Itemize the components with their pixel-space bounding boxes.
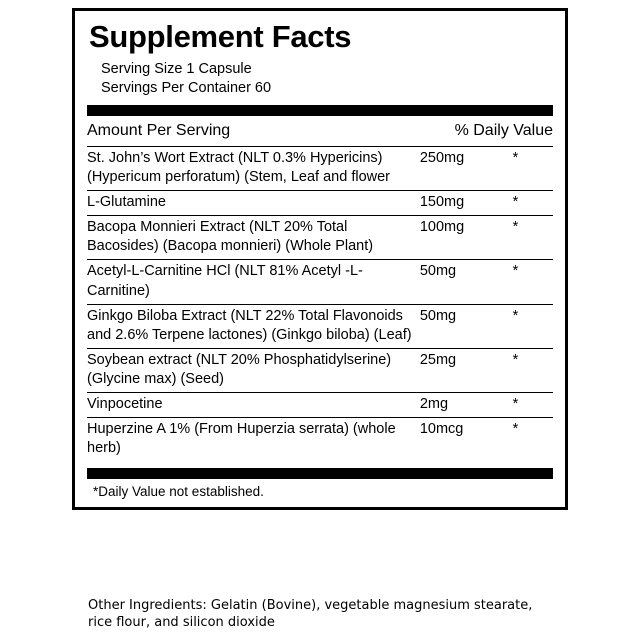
ingredient-daily-value: * bbox=[513, 304, 553, 348]
ingredient-amount: 100mg bbox=[420, 216, 513, 260]
ingredient-name: Acetyl-L-Carnitine HCl (NLT 81% Acetyl -L-Carnitine) bbox=[87, 260, 420, 304]
table-row bbox=[87, 393, 553, 418]
nutrition-table-body bbox=[87, 116, 553, 146]
column-header-daily-value: % Daily Value bbox=[454, 121, 553, 139]
ingredient-amount: 2mg bbox=[420, 393, 513, 418]
ingredient-daily-value: * bbox=[513, 393, 553, 418]
ingredient-name: St. John’s Wort Extract (NLT 0.3% Hypericins) (Hypericum perforatum) (Stem, Leaf and flower bbox=[87, 147, 420, 191]
other-ingredients: Other Ingredients: Gelatin (Bovine), vegetable magnesium stearate, rice flour, and silicon dioxide bbox=[88, 598, 533, 630]
ingredient-name: Vinpocetine bbox=[87, 393, 420, 418]
ingredient-amount: 250mg bbox=[420, 147, 513, 191]
table-row bbox=[87, 147, 553, 191]
table-row bbox=[87, 348, 553, 392]
ingredient-daily-value: * bbox=[513, 260, 553, 304]
ingredient-daily-value: * bbox=[512, 421, 519, 438]
supplement-facts-panel bbox=[72, 8, 568, 510]
thick-divider-top bbox=[87, 105, 553, 116]
servings-per-container: Servings Per Container 60 bbox=[101, 80, 272, 97]
ingredient-table bbox=[87, 147, 553, 462]
ingredient-amount: 10mcg bbox=[419, 421, 464, 438]
table-row bbox=[87, 418, 553, 462]
ingredient-table-body bbox=[87, 147, 553, 462]
table-row bbox=[87, 304, 553, 348]
page-title: Supplement Facts bbox=[89, 19, 352, 54]
ingredient-name: Soybean extract (NLT 20% Phosphatidylserine) (Glycine max) (Seed) bbox=[87, 348, 420, 392]
ingredient-name: Huperzine A 1% (From Huperzia serrata) (whole herb) bbox=[87, 421, 396, 457]
ingredient-amount: 50mg bbox=[420, 304, 513, 348]
ingredient-amount: 150mg bbox=[420, 191, 513, 216]
ingredient-daily-value: * bbox=[513, 348, 553, 392]
table-header-row bbox=[87, 116, 553, 146]
table-row bbox=[87, 191, 553, 216]
ingredient-name: L-Glutamine bbox=[87, 191, 420, 216]
ingredient-amount: 50mg bbox=[420, 260, 513, 304]
daily-value-footnote: *Daily Value not established. bbox=[93, 483, 264, 499]
nutrition-table bbox=[87, 116, 553, 146]
ingredient-daily-value: * bbox=[513, 147, 553, 191]
table-row bbox=[87, 216, 553, 260]
column-header-amount: Amount Per Serving bbox=[87, 121, 231, 139]
ingredient-daily-value: * bbox=[513, 191, 553, 216]
table-row bbox=[87, 260, 553, 304]
ingredient-amount: 25mg bbox=[420, 348, 513, 392]
ingredient-daily-value: * bbox=[513, 216, 553, 260]
ingredient-name: Ginkgo Biloba Extract (NLT 22% Total Flavonoids and 2.6% Terpene lactones) (Ginkgo biloba) (Leaf) bbox=[87, 304, 420, 348]
thick-divider-bottom bbox=[87, 468, 553, 479]
serving-size: Serving Size 1 Capsule bbox=[101, 60, 252, 77]
ingredient-name: Bacopa Monnieri Extract (NLT 20% Total Bacosides) (Bacopa monnieri) (Whole Plant) bbox=[87, 216, 420, 260]
